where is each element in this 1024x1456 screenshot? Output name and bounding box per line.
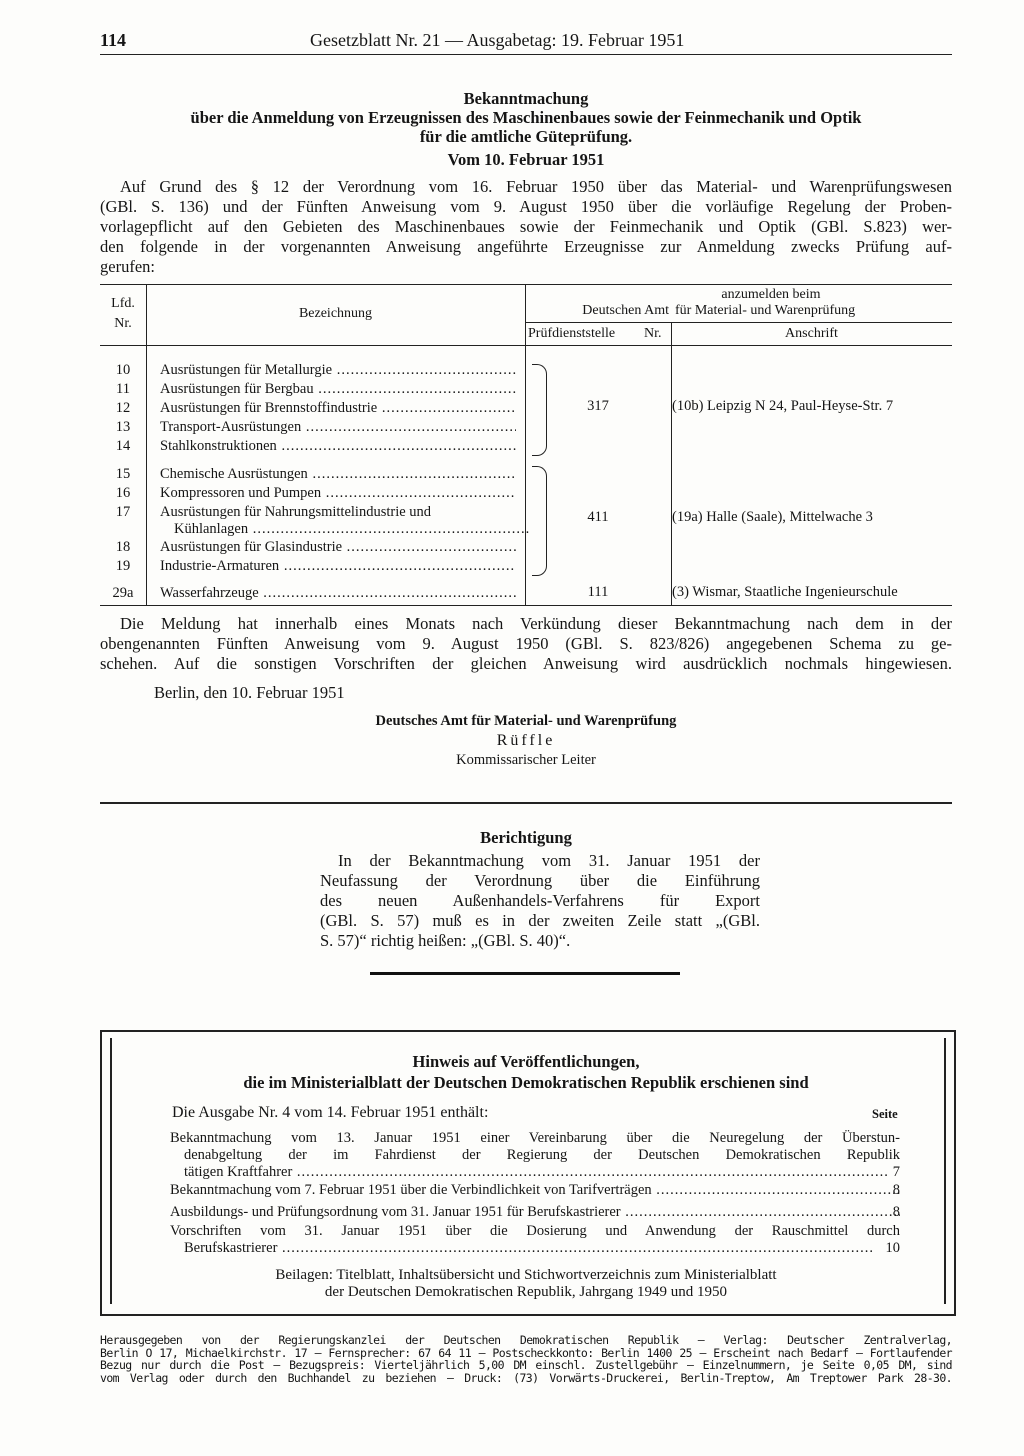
row-nr: 14: [115, 438, 131, 454]
row-nr: 10: [115, 362, 131, 378]
row-bezeichnung: Transport-Ausrüstungen .....: [160, 419, 516, 436]
page-number: 114: [100, 30, 127, 50]
running-head: Gesetzblatt Nr. 21 — Ausgabetag: 19. Februar 1951: [310, 30, 685, 50]
col-pds-header: Prüfdienststelle: [528, 326, 616, 341]
intro-line: vorlagepflicht auf den Gebieten des Maschinenbaues sowie der Feinmechanik und Optik (GBl. S.823) wer-: [100, 217, 952, 236]
notice-entry-text: tätigen Kraftfahrer .....: [170, 1164, 900, 1181]
table-row: [100, 438, 952, 457]
correction-title: Berichtigung: [480, 828, 572, 847]
row-bezeichnung: Ausrüstungen für Bergbau .....: [160, 381, 516, 398]
section-divider: [100, 802, 952, 804]
notice-subtitle: die im Ministerialblatt der Deutschen Demokratischen Republik erschienen sind: [243, 1073, 809, 1092]
signatory-organization: Deutsches Amt für Material- und Warenprüfung: [375, 713, 677, 729]
table-bottom-rule: [100, 605, 952, 606]
row-bezeichnung-continuation: Kühlanlagen .....: [160, 521, 530, 538]
row-bezeichnung: Ausrüstungen für Nahrungsmittelindustrie und: [160, 504, 432, 520]
notice-entry-text: Ausbildungs- und Prüfungsordnung vom 31. Januar 1951 für Berufskastrierer .....: [170, 1204, 900, 1221]
announcement-subtitle-2: für die amtliche Güteprüfung.: [419, 127, 633, 146]
intro-line: Auf Grund des § 12 der Verordnung vom 16. Februar 1950 über das Material- und Warenprüfungswesen: [120, 177, 952, 196]
supplements-line: Beilagen: Titelblatt, Inhaltsübersicht und Stichwortverzeichnis zum Ministerialblatt: [275, 1267, 777, 1283]
imprint-line: vom Verlag oder durch den Buchhandel zu beziehen — Druck: (73) Vorwärts-Druckerei, Berlin-Treptow, Am Treptower Park 28-30.: [100, 1370, 952, 1385]
notice-entry-page: 7: [892, 1164, 900, 1180]
col-group-header: anzumelden beim: [721, 287, 821, 302]
row-nr: 15: [115, 466, 131, 482]
notice-entry-page: 8: [892, 1204, 900, 1220]
group-address: (3) Wismar, Staatliche Ingenieurschule: [672, 584, 898, 600]
intro-line: (GBl. S. 136) und der Fünften Anweisung vom 9. August 1950 über die vorläufige Regelung der Proben-: [100, 197, 952, 216]
announcement-title: Bekanntmachung: [463, 89, 589, 108]
intro-line: gerufen:: [100, 257, 155, 276]
table-top-rule: [100, 284, 952, 285]
row-bezeichnung: Ausrüstungen für Metallurgie .....: [160, 362, 516, 379]
notice-title: Hinweis auf Veröffentlichungen,: [412, 1052, 640, 1071]
notice-entry-text: Bekanntmachung vom 7. Februar 1951 über die Verbindlichkeit von Tarifverträgen .....: [170, 1182, 900, 1199]
correction-body: [320, 851, 760, 951]
row-nr: 12: [115, 400, 131, 416]
imprint-line: Bezug nur durch die Post — Bezugspreis: Vierteljährlich 5,00 DM einschl. Zustellgebühr — Einzelnummern, je Seite 0,05 DM, sind: [100, 1358, 952, 1372]
table-row: [100, 485, 952, 504]
correction-line: In der Bekanntmachung vom 31. Januar 1951 der: [338, 851, 760, 870]
table-subheader-rule: [525, 322, 952, 323]
group-pds-number: 111: [587, 584, 609, 600]
row-bezeichnung: Chemische Ausrüstungen .....: [160, 466, 516, 483]
closing-line: schehen. Auf die sonstigen Vorschriften der gleichen Anweisung wird ausdrücklich nochmals hingewiesen.: [100, 654, 952, 673]
short-divider: [370, 972, 680, 975]
notice-entry: [170, 1204, 900, 1221]
notice-entry: [170, 1130, 900, 1181]
row-bezeichnung: Kompressoren und Pumpen .....: [160, 485, 516, 502]
header-rule: [100, 54, 952, 55]
row-nr: 29a: [112, 585, 134, 601]
notice-entry: [170, 1223, 900, 1257]
supplements-line: der Deutschen Demokratischen Republik, Jahrgang 1949 und 1950: [324, 1284, 728, 1300]
col-nr-header: Lfd.: [111, 296, 135, 311]
col-amt-header: Deutschen Amt: [582, 303, 669, 318]
imprint-line: Berlin O 17, Michaelkirchstr. 17 — Fernsprecher: 67 64 11 — Postscheckkonto: Berlin 1400 25 — Erscheint nach Bedarf — Fortlaufender: [100, 1345, 952, 1360]
announcement-date: Vom 10. Februar 1951: [447, 150, 605, 169]
row-bezeichnung: Ausrüstungen für Glasindustrie .....: [160, 539, 516, 556]
group-pds-number: 411: [587, 509, 609, 525]
intro-line: den folgende in der vorgenannten Anweisung angeführte Erzeugnisse zur Anmeldung zwecks Prüfung auf-: [100, 237, 952, 256]
table-header-rule: [100, 345, 952, 346]
row-nr: 17: [115, 504, 131, 520]
row-bezeichnung: Ausrüstungen für Brennstoffindustrie .....: [160, 400, 516, 417]
row-bezeichnung: Stahlkonstruktionen .....: [160, 438, 516, 455]
row-nr: 11: [116, 381, 130, 397]
group-address: (19a) Halle (Saale), Mittelwache 3: [672, 509, 873, 525]
col-nr-header-2: Nr.: [114, 316, 132, 331]
row-bezeichnung: Wasserfahrzeuge .....: [160, 585, 516, 602]
table-row: [100, 558, 952, 577]
group-address: (10b) Leipzig N 24, Paul-Heyse-Str. 7: [672, 398, 894, 414]
col-pds-nr-header: Nr.: [644, 326, 662, 341]
correction-line: (GBl. S. 57) muß es in der zweiten Zeile statt „(GBl.: [320, 911, 760, 930]
signatory-role: Kommissarischer Leiter: [456, 752, 596, 768]
correction-line: Neufassung der Verordnung über die Einführung: [320, 871, 760, 890]
table-row: [100, 362, 952, 381]
products-table: [100, 284, 952, 606]
notice-entry-text: denabgeltung der im Fahrdienst der Regierung der Deutschen Demokratischen Republik: [184, 1147, 900, 1163]
table-row: [100, 419, 952, 438]
notice-entry-page: 8: [892, 1182, 900, 1198]
intro-paragraph: [100, 177, 952, 277]
closing-paragraph: [100, 614, 952, 674]
col-amt-header-2: für Material- und Warenprüfung: [675, 303, 856, 318]
place-date: Berlin, den 10. Februar 1951: [154, 683, 345, 702]
row-nr: 16: [115, 485, 131, 501]
row-nr: 18: [115, 539, 131, 555]
notice-entry: [170, 1182, 900, 1199]
notice-entry-text: Berufskastrierer .....: [170, 1240, 900, 1257]
signatory-name: Rüffle: [496, 732, 556, 749]
table-row: [100, 466, 952, 485]
closing-line: Die Meldung hat innerhalb eines Monats nach Verkündung dieser Bekanntmachung nach dem in der: [120, 614, 952, 633]
col-bezeichnung-header: Bezeichnung: [298, 306, 373, 321]
table-row: [100, 539, 952, 558]
row-nr: 19: [115, 558, 131, 574]
group-pds-number: 317: [587, 398, 609, 414]
notice-entry-text: Vorschriften vom 31. Januar 1951 über die Dosierung und Anwendung der Rauschmittel durch: [170, 1223, 900, 1239]
notice-entry-text: Bekanntmachung vom 13. Januar 1951 einer Vereinbarung über die Neuregelung der Überstun-: [170, 1130, 900, 1146]
imprint: [100, 1334, 952, 1384]
row-nr: 13: [115, 419, 131, 435]
correction-line: S. 57)“ richtig heißen: „(GBl. S. 40)“.: [320, 931, 571, 950]
notice-entry-page: 10: [885, 1240, 900, 1256]
announcement-subtitle: über die Anmeldung von Erzeugnissen des Maschinenbaues sowie der Feinmechanik und Optik: [190, 108, 862, 127]
page-column-label: Seite: [872, 1107, 898, 1121]
closing-line: obengenannten Fünften Anweisung vom 9. August 1950 (GBl. S. 823/826) angegebenen Schema zu ge-: [100, 634, 952, 653]
correction-line: des neuen Außenhandels-Verfahrens für Export: [320, 891, 760, 910]
col-anschrift-header: Anschrift: [785, 326, 838, 341]
notice-issue: Die Ausgabe Nr. 4 vom 14. Februar 1951 enthält:: [172, 1104, 489, 1121]
supplements-note: [100, 1267, 952, 1301]
imprint-line: Herausgegeben von der Regierungskanzlei der Deutschen Demokratischen Republik — Verlag: Deutscher Zentralverlag,: [100, 1333, 952, 1347]
row-bezeichnung: Industrie-Armaturen .....: [160, 558, 516, 575]
